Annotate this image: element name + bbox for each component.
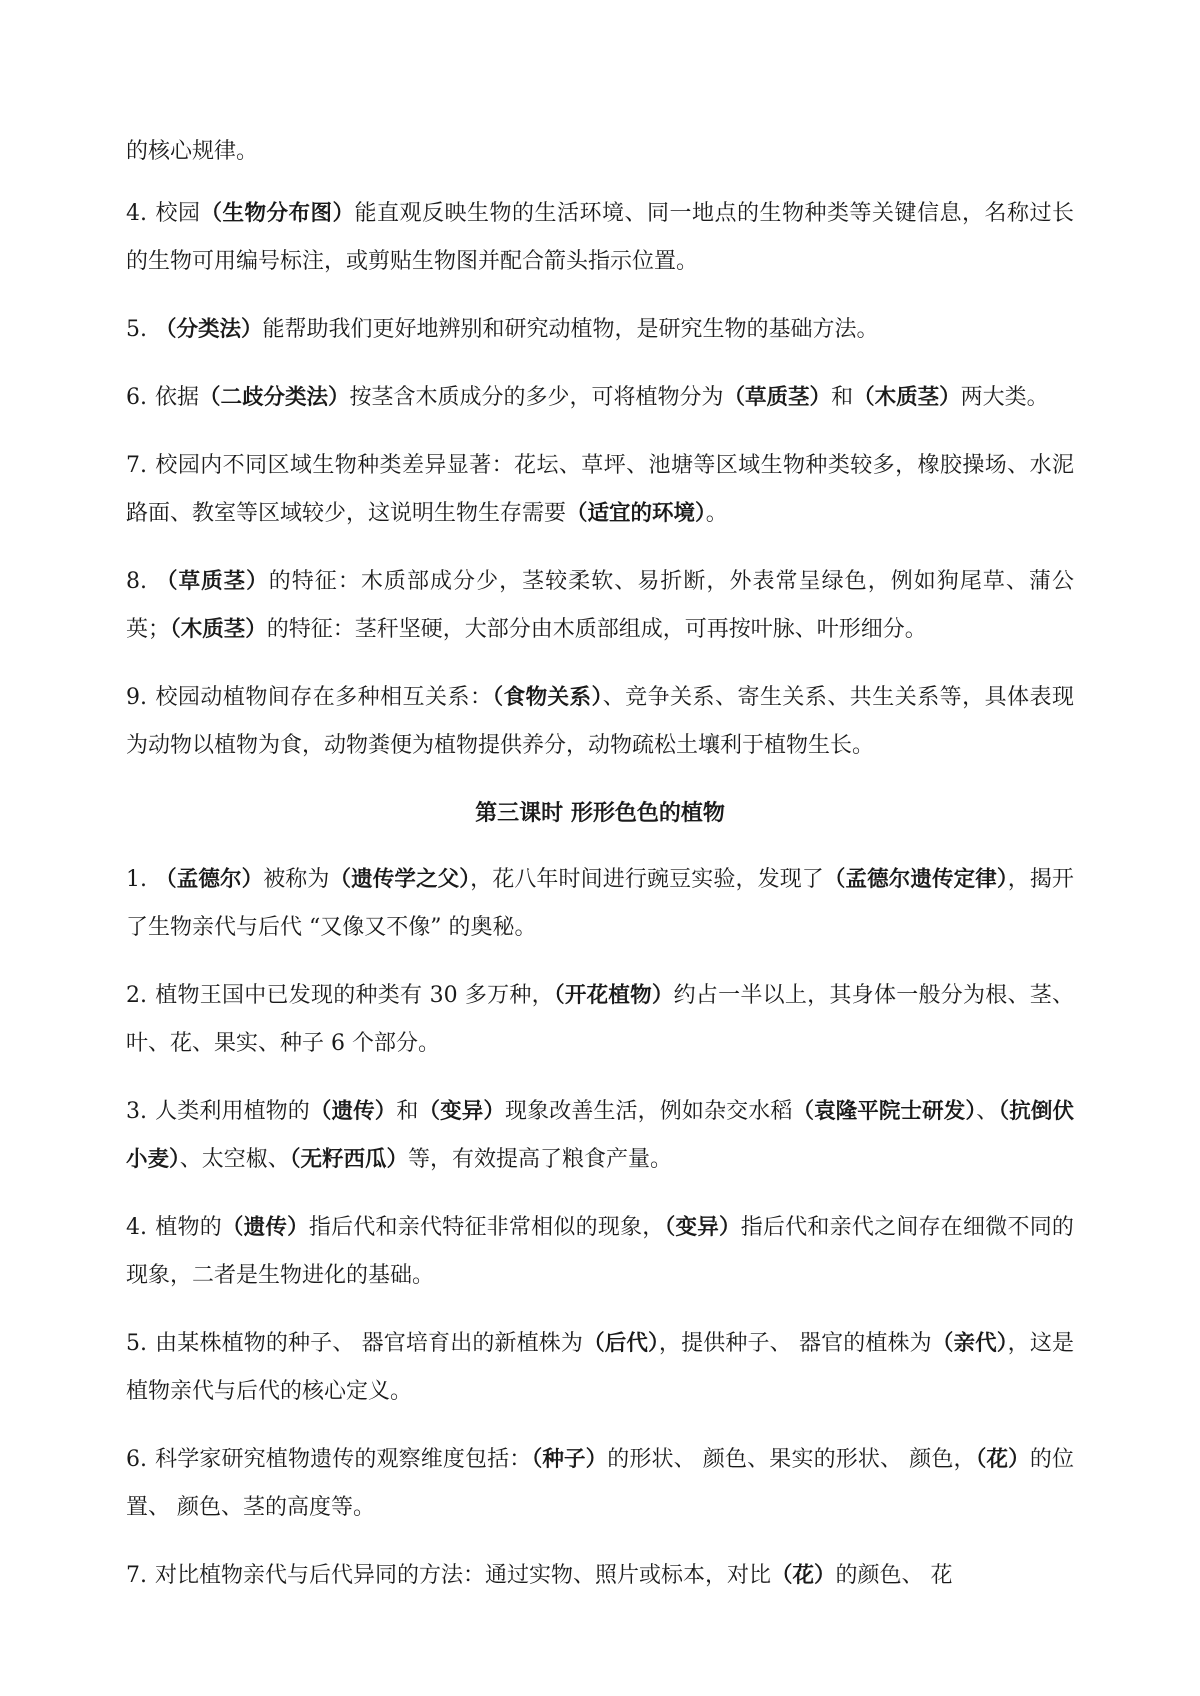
list-item: 2. 植物王国中已发现的种类有 30 多万种，（开花植物）约占一半以上，其身体一般分为根、茎、叶、花、果实、种子 6 个部分。: [126, 972, 1074, 1068]
answer-term: （分类法）: [155, 317, 263, 342]
list-item: 6. 依据（二歧分类法）按茎含木质成分的多少，可将植物分为（草质茎）和（木质茎）两大类。: [126, 374, 1074, 422]
document-page: [126, 128, 1074, 1620]
item-number: 7.: [126, 453, 147, 478]
answer-term: （花）: [771, 1563, 836, 1588]
answer-term: （孟德尔遗传定律）: [823, 867, 1008, 892]
list-item: 7. 对比植物亲代与后代异同的方法：通过实物、照片或标本，对比（花）的颜色、 花: [126, 1552, 1074, 1600]
answer-term: （遗传）: [309, 1099, 397, 1124]
answer-term: （变异）: [418, 1099, 505, 1124]
answer-term: （食物关系）: [492, 685, 603, 710]
answer-term: （抗倒伏小麦）: [126, 1099, 1074, 1172]
item-number: 8.: [126, 569, 147, 594]
answer-term: （变异）: [664, 1215, 741, 1240]
answer-term: （亲代）: [931, 1331, 1008, 1356]
list-item: 6. 科学家研究植物遗传的观察维度包括：（种子）的形状、 颜色、果实的形状、 颜色，（花）的位置、 颜色、茎的高度等。: [126, 1436, 1074, 1532]
list-item: 4. 校园（生物分布图）能直观反映生物的生活环境、同一地点的生物种类等关键信息，名称过长的生物可用编号标注，或剪贴生物图并配合箭头指示位置。: [126, 190, 1074, 286]
section-title: 第三课时 形形色色的植物: [475, 801, 725, 826]
answer-term: （袁隆平院士研发）: [792, 1099, 977, 1124]
item-number: 7.: [126, 1563, 147, 1588]
answer-term: （遗传学之父）: [329, 867, 471, 892]
answer-term: （生物分布图）: [200, 201, 355, 226]
list-item: 7. 校园内不同区域生物种类差异显著：花坛、草坪、池塘等区域生物种类较多，橡胶操场、水泥路面、教室等区域较少，这说明生物生存需要（适宜的环境）。: [126, 442, 1074, 538]
item-number: 1.: [126, 867, 147, 892]
paragraph-continuation: 的核心规律。: [126, 139, 259, 164]
answer-term: （开花植物）: [553, 983, 674, 1008]
item-number: 6.: [126, 1447, 147, 1472]
answer-term: （无籽西瓜）: [289, 1147, 409, 1172]
list-item: 5. 由某株植物的种子、 器官培育出的新植株为（后代），提供种子、 器官的植株为（亲代），这是植物亲代与后代的核心定义。: [126, 1320, 1074, 1416]
answer-term: （二歧分类法）: [199, 385, 350, 410]
item-number: 5.: [126, 1331, 147, 1356]
item-number: 9.: [126, 685, 147, 710]
answer-term: （花）: [975, 1447, 1030, 1472]
list-item: 5. （分类法）能帮助我们更好地辨别和研究动植物，是研究生物的基础方法。: [126, 306, 1074, 354]
answer-term: （草质茎）: [155, 569, 269, 594]
list-item: 4. 植物的（遗传）指后代和亲代特征非常相似的现象，（变异）指后代和亲代之间存在细微不同的现象，二者是生物进化的基础。: [126, 1204, 1074, 1300]
list-item: 3. 人类利用植物的（遗传）和（变异）现象改善生活，例如杂交水稻（袁隆平院士研发）、（抗倒伏小麦）、太空椒、（无籽西瓜）等，有效提高了粮食产量。: [126, 1088, 1074, 1184]
answer-term: （遗传）: [221, 1215, 309, 1240]
list-item: 8. （草质茎）的特征：木质部成分少，茎较柔软、易折断，外表常呈绿色，例如狗尾草、蒲公英；（木质茎）的特征：茎秆坚硬，大部分由木质部组成，可再按叶脉、叶形细分。: [126, 558, 1074, 654]
item-number: 4.: [126, 1215, 147, 1240]
answer-term: （适宜的环境）: [566, 501, 706, 526]
item-number: 3.: [126, 1099, 147, 1124]
answer-term: （孟德尔）: [155, 867, 264, 892]
item-number: 5.: [126, 317, 147, 342]
answer-term: （种子）: [531, 1447, 608, 1472]
answer-term: （后代）: [583, 1331, 659, 1356]
list-item: 9. 校园动植物间存在多种相互关系：（食物关系）、竞争关系、寄生关系、共生关系等，具体表现为动物以植物为食，动物粪便为植物提供养分，动物疏松土壤利于植物生长。: [126, 674, 1074, 770]
answer-term: （木质茎）: [170, 617, 267, 642]
list-item: 1. （孟德尔）被称为（遗传学之父），花八年时间进行豌豆实验，发现了（孟德尔遗传定律），揭开了生物亲代与后代 “又像又不像” 的奥秘。: [126, 856, 1074, 952]
answer-term: （草质茎）: [723, 385, 832, 410]
item-number: 2.: [126, 983, 147, 1008]
answer-term: （木质茎）: [853, 385, 961, 410]
item-number: 6.: [126, 385, 147, 410]
item-number: 4.: [126, 201, 147, 226]
